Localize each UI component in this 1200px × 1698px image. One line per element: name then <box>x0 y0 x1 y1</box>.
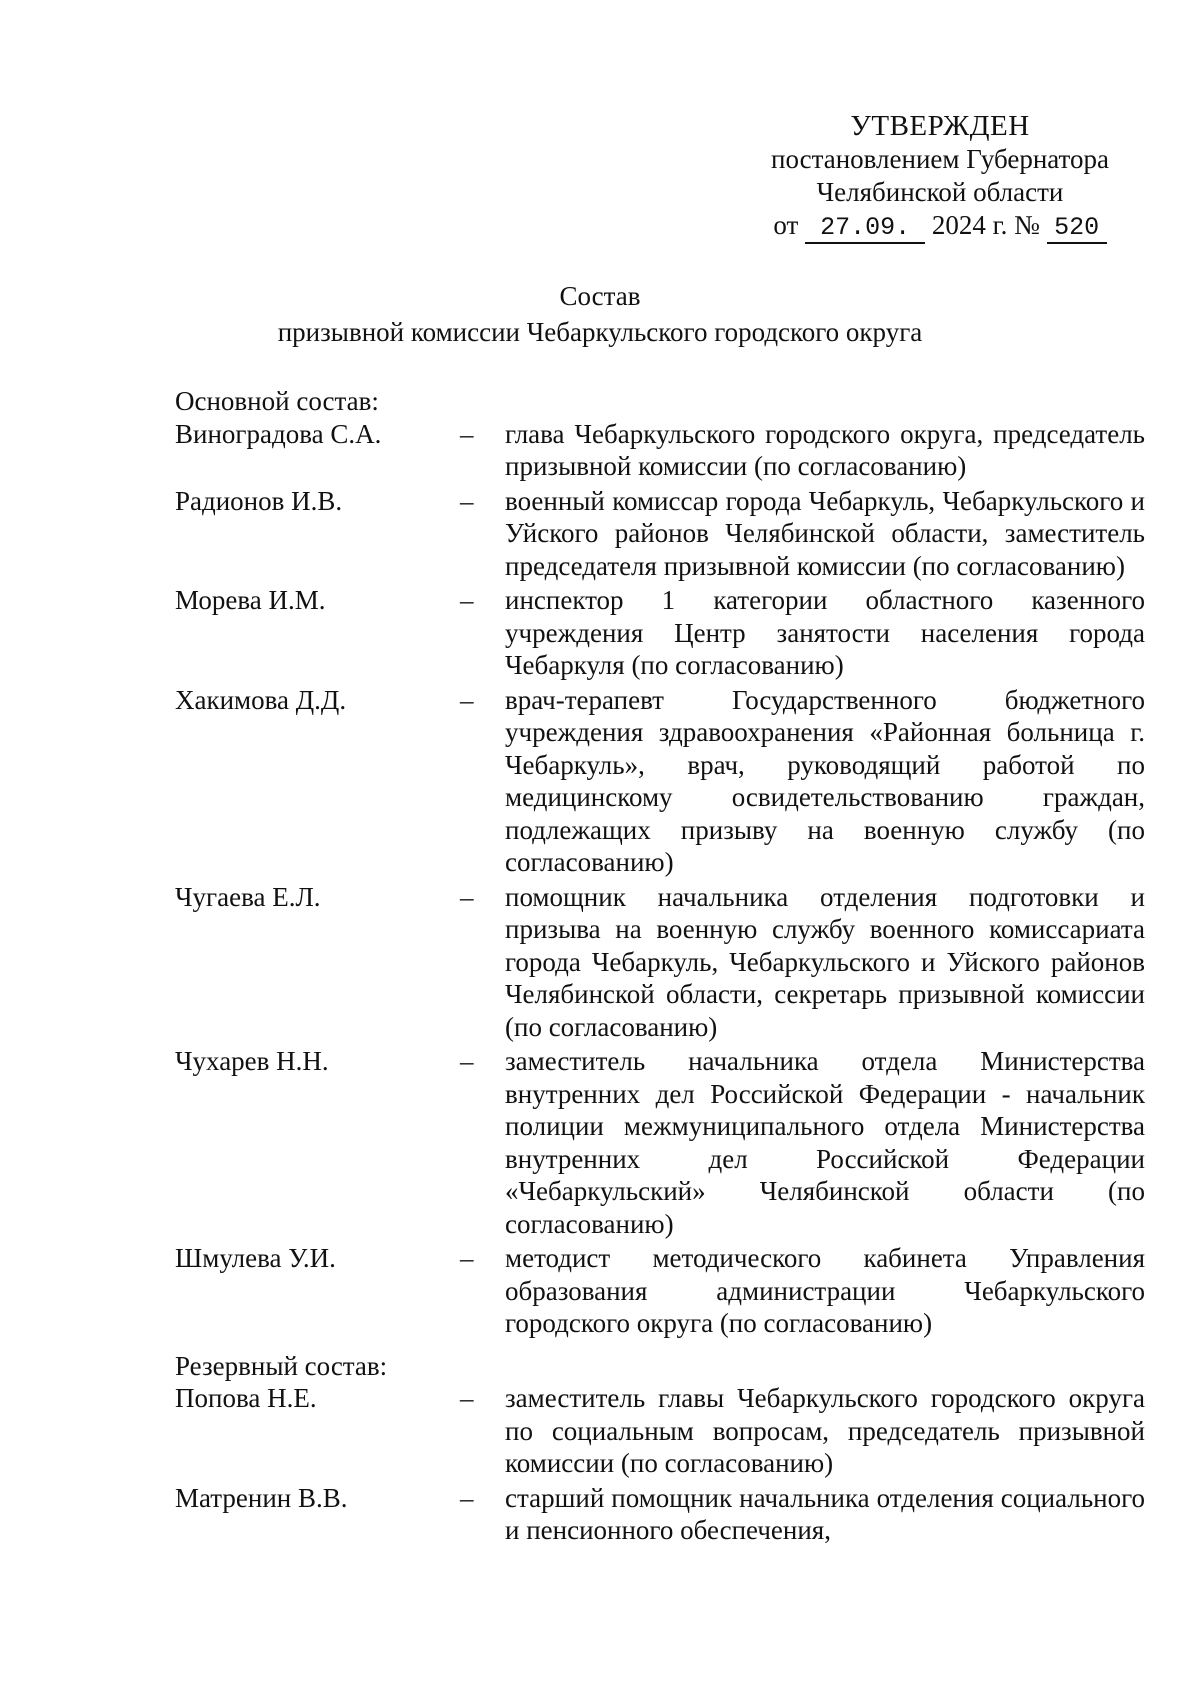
member-role: методист методического кабинета Управления образования администрации Чебаркульского городского округа (по согласованию) <box>505 1243 1145 1338</box>
member-dash: – <box>460 1046 474 1076</box>
member-entry <box>175 418 1150 483</box>
member-entry <box>175 1482 1150 1547</box>
decree-number: 520 <box>1047 214 1107 244</box>
member-entry <box>175 684 1150 879</box>
member-name: Матренин В.В. <box>175 1482 348 1513</box>
member-dash: – <box>460 1383 474 1413</box>
commission-list <box>175 385 1150 1547</box>
member-entry <box>175 1242 1150 1340</box>
member-name: Чухарев Н.Н. <box>175 1046 329 1076</box>
member-entry <box>175 881 1150 1044</box>
member-name: Виноградова С.А. <box>175 418 382 449</box>
member-entry <box>175 584 1150 682</box>
member-dash: – <box>460 585 474 615</box>
member-name: Чугаева Е.Л. <box>175 881 321 912</box>
member-dash: – <box>460 1243 474 1273</box>
member-role: старший помощник начальника отделения социального и пенсионного обеспечения, <box>505 1482 1145 1545</box>
member-role: помощник начальника отделения подготовки и призыва на военную службу военного комиссариата города Чебаркуль, Чебаркульского и Уйского районов Челябинской области, секретарь призывной комиссии (по согласованию) <box>505 881 1145 1042</box>
date-prefix: от <box>773 210 799 240</box>
member-role: врач-терапевт Государственного бюджетного учреждения здравоохранения «Районная больница г. Чебаркуль», врач, руководящий работой по медицинскому освидетельствованию граждан, подлежащих призыву на военную службу (по согласованию) <box>505 684 1145 877</box>
member-role: инспектор 1 категории областного казенного учреждения Центр занятости населения города Чебаркуля (по согласованию) <box>505 585 1145 680</box>
member-dash: – <box>460 881 474 912</box>
reserve-members <box>175 1382 1150 1547</box>
scan-artifact <box>150 8 1030 52</box>
member-role: заместитель начальника отдела Министерства внутренних дел Российской Федерации - начальник полиции межмуниципального отдела Министерства внутренних дел Российской Федерации «Чебаркульский» Челябинской области (по согласованию) <box>505 1046 1145 1239</box>
approval-block <box>740 110 1140 244</box>
member-entry <box>175 1045 1150 1240</box>
member-entry <box>175 485 1150 583</box>
member-dash: – <box>460 684 474 715</box>
document-title <box>0 278 1200 350</box>
approval-line-2: Челябинской области <box>816 177 1064 207</box>
approval-date-line <box>740 209 1140 244</box>
title-line-1: Состав <box>559 281 641 311</box>
main-section-heading: Основной состав: <box>175 386 379 416</box>
member-dash: – <box>460 485 474 516</box>
approval-line-1: постановлением Губернатора <box>771 144 1109 174</box>
title-line-2: призывной комиссии Чебаркульского городского округа <box>277 317 923 347</box>
member-name: Попова Н.Е. <box>175 1383 317 1413</box>
member-name: Шмулева У.И. <box>175 1243 336 1273</box>
date-value: 27.09. <box>805 214 925 244</box>
member-dash: – <box>460 1482 474 1513</box>
main-members <box>175 418 1150 1340</box>
reserve-section-heading: Резервный состав: <box>175 1350 388 1381</box>
member-name: Хакимова Д.Д. <box>175 684 347 715</box>
member-role: глава Чебаркульского городского округа, председатель призывной комиссии (по согласованию) <box>505 418 1145 481</box>
member-role: военный комиссар города Чебаркуль, Чебаркульского и Уйского районов Челябинской области, заместитель председателя призывной комиссии (по согласованию) <box>505 485 1145 581</box>
approval-word: УТВЕРЖДЕН <box>850 110 1030 142</box>
member-dash: – <box>460 418 474 449</box>
member-name: Морева И.М. <box>175 585 326 615</box>
year-text: 2024 г. № <box>931 210 1040 240</box>
member-name: Радионов И.В. <box>175 485 343 516</box>
member-role: заместитель главы Чебаркульского городского округа по социальным вопросам, председатель призывной комиссии (по согласованию) <box>505 1383 1145 1478</box>
member-entry <box>175 1382 1150 1480</box>
